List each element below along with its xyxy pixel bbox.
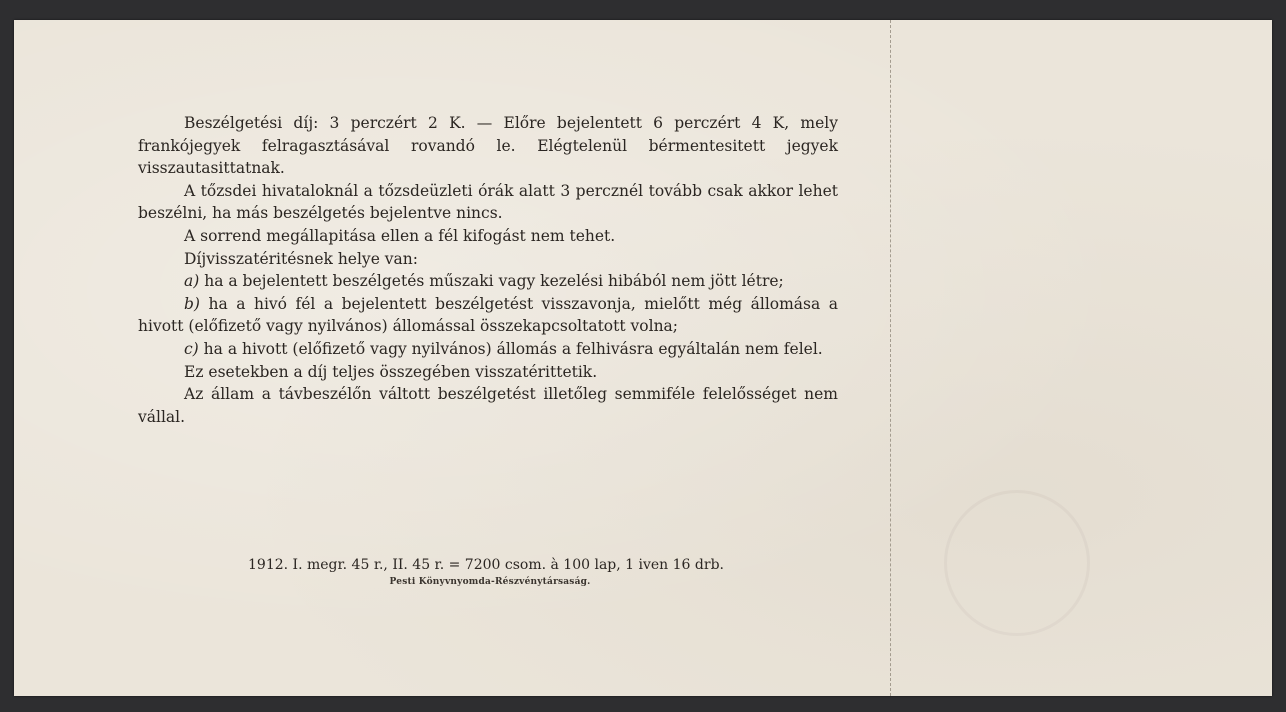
refund-item-b <box>138 293 838 338</box>
item-b-letter: b) <box>184 294 200 313</box>
faint-stamp-mark <box>944 490 1090 636</box>
print-run-info: 1912. I. megr. 45 r., II. 45 r. = 7200 csom. à 100 lap, 1 iven 16 drb. <box>248 557 724 573</box>
perforation-line <box>890 20 891 696</box>
refund-heading: Díjvisszatéritésnek helye van: <box>184 249 418 268</box>
refund-item-a <box>138 270 838 293</box>
stock-exchange-paragraph: A tőzsdei hivataloknál a tőzsdeüzleti órák alatt 3 percznél tovább csak akkor lehet beszélni, ha más beszélgetés bejelentve nincs. <box>138 181 838 223</box>
item-c-letter: c) <box>184 339 199 358</box>
regulations-text <box>138 112 838 428</box>
fee-paragraph: Beszélgetési díj: 3 perczért 2 K. — Előre bejelentett 6 perczért 4 K, mely frankójegyek felragasztásával rovandó le. Elégtelenül bérmentesitett jegyek visszautasittatnak. <box>138 114 838 178</box>
full-refund-paragraph: Ez esetekben a díj teljes összegében visszatérittetik. <box>184 362 598 381</box>
printer-imprint: Pesti Könyvnyomda-Részvénytársaság. <box>389 577 591 587</box>
item-c-text: ha a hivott (előfizető vagy nyilvános) állomás a felhivásra egyáltalán nem felel. <box>203 339 823 358</box>
item-a-letter: a) <box>184 272 200 291</box>
item-b-text: ha a hivó fél a bejelentett beszélgetést visszavonja, mielőtt még állomása a hivott (előfizető vagy nyilvános) állomással összekapcsoltatott volna; <box>138 294 838 336</box>
refund-item-c <box>138 338 838 361</box>
item-a-text: ha a bejelentett beszélgetés műszaki vagy kezelési hibából nem jött létre; <box>204 272 784 291</box>
liability-paragraph: Az állam a távbeszélőn váltott beszélgetést illetőleg semmiféle felelősséget nem vállal. <box>138 385 838 426</box>
order-paragraph: A sorrend megállapitása ellen a fél kifogást nem tehet. <box>184 226 616 245</box>
